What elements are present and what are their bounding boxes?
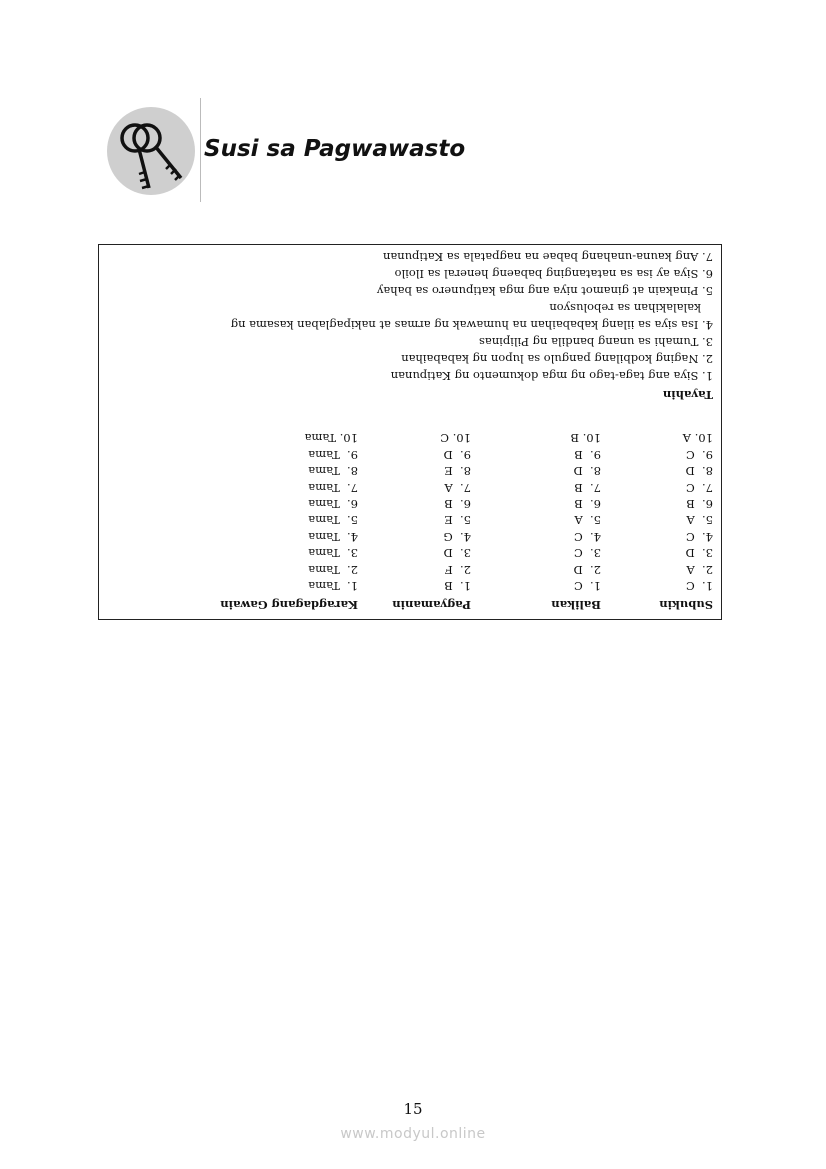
- answer-row: 8. D: [573, 464, 601, 479]
- answer-key-box: [98, 244, 722, 620]
- answer-row: 10. B: [570, 431, 601, 446]
- column-heading: Pagyamanin: [392, 598, 471, 612]
- answer-row: 10. A: [682, 431, 713, 446]
- answer-column-pagyamanin: [392, 430, 471, 613]
- answer-row: 7. Tama: [308, 480, 358, 495]
- answer-column-karagdagang-gawain: [220, 430, 358, 613]
- answer-row: 6. B: [574, 497, 601, 512]
- tayahin-item: 4. Isa siya sa iilang kababaihan na humawak ng armas at nakipaglaban kasama ng: [230, 318, 713, 332]
- answer-row: 6. B: [444, 497, 471, 512]
- answer-row: 5. E: [444, 513, 471, 528]
- answer-row: 2. Tama: [308, 562, 358, 577]
- tayahin-item: 2. Naging kodbilang pangulo sa lupon ng kababaihan: [401, 352, 713, 366]
- answer-row: 7. C: [685, 480, 713, 495]
- answer-row: 9. C: [685, 447, 713, 462]
- tayahin-section: [91, 248, 721, 403]
- column-heading: Karagdagang Gawain: [220, 598, 358, 612]
- answer-row: 9. D: [443, 447, 471, 462]
- answer-row: 2. D: [573, 562, 601, 577]
- answer-row: 3. C: [573, 546, 601, 561]
- answer-row: 9. B: [574, 447, 601, 462]
- section-header: [100, 98, 500, 202]
- answer-row: 3. D: [443, 546, 471, 561]
- answer-row: 10. C: [440, 431, 471, 446]
- answer-row: 4. Tama: [308, 529, 358, 544]
- answer-row: 8. E: [444, 464, 471, 479]
- column-heading: Balikan: [551, 598, 601, 612]
- answer-row: 6. Tama: [308, 497, 358, 512]
- answer-row: 5. A: [574, 513, 601, 528]
- answer-key-rotated-content: [99, 245, 721, 619]
- page-title: Susi sa Pagwawasto: [204, 136, 466, 162]
- answer-row: 9. Tama: [308, 447, 358, 462]
- answer-row: 1. B: [444, 579, 471, 593]
- answer-column-subukin: [659, 430, 713, 613]
- answer-row: 2. A: [686, 562, 713, 577]
- tayahin-item-continuation: kalalakihan sa rebolusyon: [549, 301, 701, 315]
- answer-row: 1. Tama: [308, 579, 358, 593]
- answer-row: 1. C: [685, 579, 713, 593]
- watermark: www.modyul.online: [340, 1126, 486, 1142]
- tayahin-item: 5. Pinakain at ginamot niya ang mga katipunero sa bahay: [376, 284, 713, 298]
- answer-row: 7. A: [444, 480, 471, 495]
- answer-row: 10. Tama: [304, 431, 358, 446]
- header-divider: [200, 98, 201, 202]
- answer-row: 5. Tama: [308, 513, 358, 528]
- answer-row: 4. G: [443, 529, 471, 544]
- answer-row: 4. C: [685, 529, 713, 544]
- answer-row: 7. B: [574, 480, 601, 495]
- tayahin-item: 6. Siya ay isa sa natatanging babaeng heneral sa Iloilo: [394, 267, 713, 281]
- page-number: 15: [403, 1100, 423, 1118]
- answer-row: 8. Tama: [308, 464, 358, 479]
- answer-column-balikan: [551, 430, 601, 613]
- tayahin-item: 3. Tumahi sa unang bandila ng Pilipinas: [479, 335, 713, 349]
- tayahin-item: 1. Siya ang taga-tago ng mga dokumento ng Katipunan: [390, 369, 713, 383]
- answer-row: 3. D: [685, 546, 713, 561]
- answer-columns: [99, 419, 721, 619]
- answer-row: 8. D: [685, 464, 713, 479]
- answer-row: 5. A: [686, 513, 713, 528]
- keys-icon: [105, 106, 197, 196]
- answer-row: 6. B: [686, 497, 713, 512]
- answer-row: 4. C: [573, 529, 601, 544]
- answer-row: 1. C: [573, 579, 601, 593]
- answer-row: 3. Tama: [308, 546, 358, 561]
- answer-row: 2. F: [444, 562, 471, 577]
- tayahin-item: 7. Ang kauna-unahang babae na nagpatala sa Katipunan: [382, 250, 713, 264]
- tayahin-heading: Tayahin: [662, 388, 713, 402]
- column-heading: Subukin: [659, 598, 713, 612]
